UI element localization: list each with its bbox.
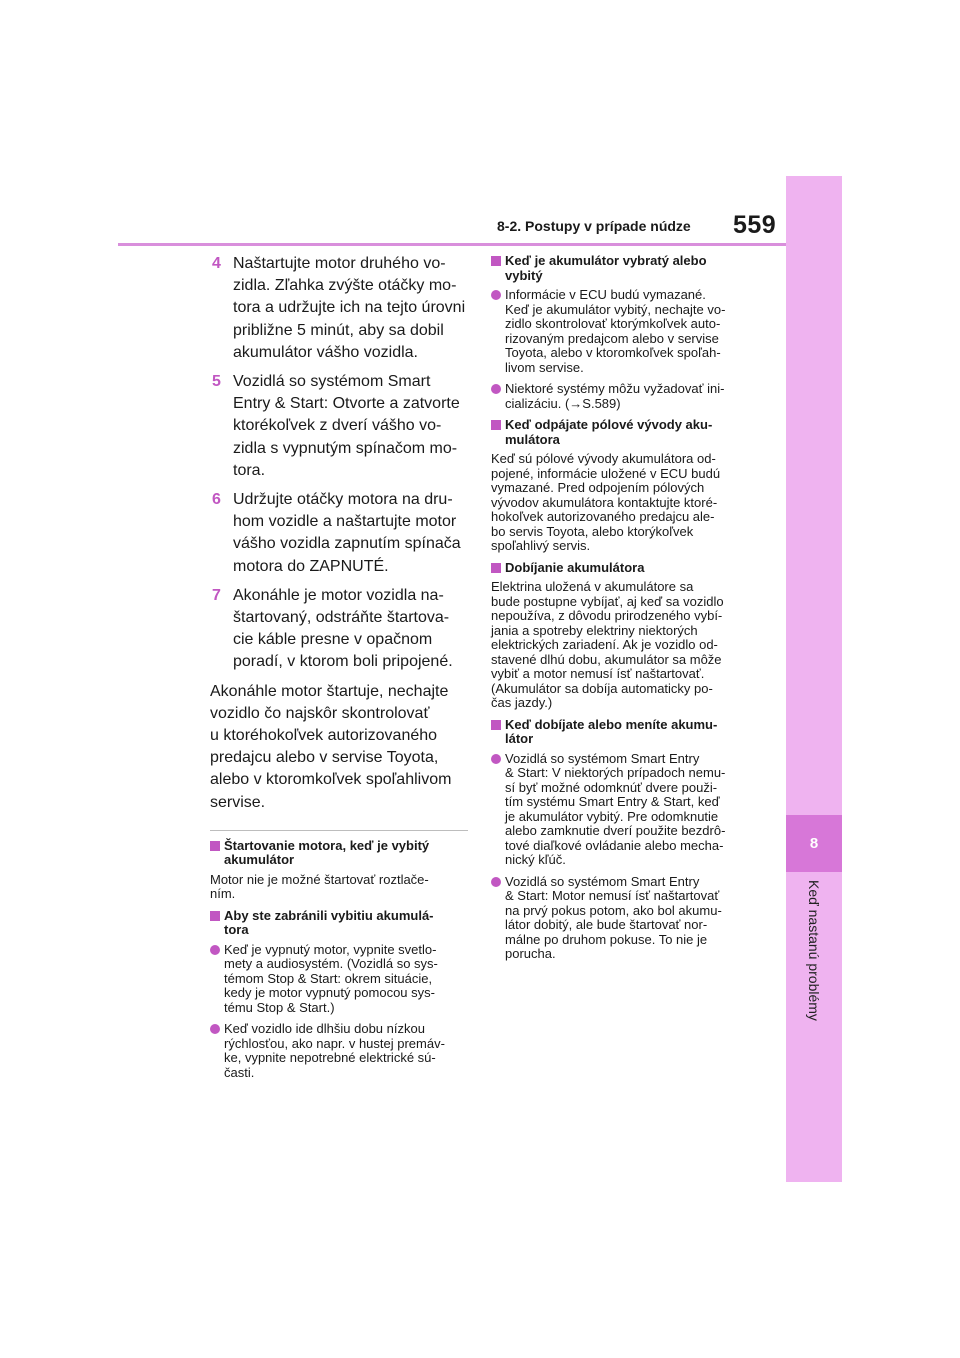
note-body: [505, 382, 757, 411]
circle-bullet-icon: [210, 1024, 220, 1034]
text-line: porucha.: [505, 946, 556, 961]
text-line: rizovaným predajcom alebo v servise: [505, 330, 719, 346]
note-heading: [491, 418, 757, 447]
summary-paragraph: [210, 681, 468, 814]
page-number: 559: [733, 211, 777, 239]
text-line: Informácie v ECU budú vymazané.: [505, 287, 706, 302]
text-line: bo servis Toyota, alebo ktorýkoľvek: [491, 523, 694, 539]
step-text: [233, 371, 468, 482]
text-line: Toyota, alebo v ktoromkoľvek spoľah-: [505, 345, 721, 360]
chapter-number-badge: 8: [786, 815, 842, 872]
note-body: [224, 909, 468, 938]
left-notes: [210, 839, 468, 1081]
text-line: Udržujte otáčky motora na dru-: [233, 491, 453, 509]
text-line: pojené, informácie uložené v ECU budú: [491, 465, 721, 481]
square-bullet-icon: [491, 256, 501, 266]
text-line: Niektoré systémy môžu vyžadovať ini-: [505, 381, 725, 396]
text-line: poradí, v ktorom boli pripojené.: [233, 653, 453, 671]
note-heading: [491, 718, 757, 747]
note-bullet: [491, 752, 757, 868]
left-column: [210, 253, 468, 1087]
note-body: [505, 752, 757, 868]
circle-bullet-icon: [491, 290, 501, 300]
step-text: [233, 253, 468, 364]
text-line: vybiť a motor nemusí ísť naštartovať.: [491, 666, 705, 681]
step-item: [210, 253, 468, 364]
text-line: spoľahlivý servis.: [491, 538, 591, 553]
text-line: Vozidlá so systémom Smart: [233, 373, 431, 391]
note-bullet: [210, 943, 468, 1016]
text-line: Motor nie je možné štartovať roztlače-: [210, 871, 429, 887]
note-text: [491, 452, 757, 554]
text-line: Akonáhle motor štartuje, nechajte: [210, 682, 449, 700]
text-line: Akonáhle je motor vozidla na-: [233, 586, 444, 604]
note-body: [491, 580, 757, 711]
step-list: [210, 253, 468, 674]
square-bullet-icon: [491, 563, 501, 573]
text-line: mety a audiosystém. (Vozidlá so sys-: [224, 956, 438, 972]
text-line: tora a udržujte ich na tejto úrovni: [233, 299, 466, 317]
text-line: & Start: V niektorých prípadoch nemu-: [505, 765, 726, 780]
step-number: 5: [212, 373, 221, 391]
note-body: [505, 418, 757, 447]
right-column: [491, 254, 757, 969]
circle-bullet-icon: [210, 945, 220, 955]
text-line: Vozidlá so systémom Smart Entry: [505, 750, 700, 766]
step-number: 4: [212, 255, 221, 272]
section-title: 8-2. Postupy v prípade núdze: [497, 218, 691, 234]
text-line: Keď dobíjate alebo meníte akumu-: [505, 716, 718, 732]
text-line: nepoužíva, z dôvodu prirodzeného vybí-: [491, 608, 723, 623]
text-line: látor: [505, 731, 534, 746]
text-line: rýchlosťou, ako napr. v hustej premáv-: [224, 1035, 445, 1051]
text-line: & Start: Motor nemusí ísť naštartovať: [505, 888, 720, 903]
text-line: vášho vozidla zapnutím spínača: [233, 535, 461, 553]
note-text: [491, 580, 757, 711]
text-line: Keď je vypnutý motor, vypnite svetlo-: [224, 941, 437, 957]
text-line: bude postupne vybíjať, aj keď sa vozidlo: [491, 593, 724, 609]
note-heading: [210, 909, 468, 938]
square-bullet-icon: [210, 841, 220, 851]
note-heading: [491, 561, 757, 576]
note-bullet: [210, 1022, 468, 1080]
text-line: Keď sú pólové vývody akumulátora od-: [491, 451, 716, 466]
header-rule: [118, 243, 786, 246]
text-line: predajcu alebo v servise Toyota,: [210, 749, 439, 767]
notes-divider: [210, 830, 468, 831]
text-line: alebo v ktoromkoľvek spoľahlivom: [210, 771, 452, 789]
text-line: tora: [224, 922, 249, 938]
text-line: jania a spotreby elektriny niektorých: [491, 622, 698, 638]
text-line: hokoľvek autorizovaného predajcu ale-: [491, 509, 715, 524]
text-line: štartovaný, odstráňte štartova-: [233, 609, 450, 627]
text-line: mulátora: [505, 431, 560, 447]
text-line: akumulátor: [224, 852, 295, 868]
step-text: [233, 489, 468, 578]
square-bullet-icon: [210, 911, 220, 921]
text-line: málne po druhom pokuse. To nie je: [505, 931, 708, 947]
note-heading: [210, 839, 468, 868]
note-bullet: [491, 875, 757, 962]
text-line: témom Stop & Start: okrem situácie,: [224, 970, 433, 986]
text-line: tové diaľkové ovládanie alebo mecha-: [505, 837, 724, 853]
text-line: tora.: [233, 461, 266, 479]
square-bullet-icon: [491, 420, 501, 430]
note-body: [505, 288, 757, 375]
text-line: Štartovanie motora, keď je vybitý: [224, 837, 430, 853]
note-body: [224, 1022, 468, 1080]
text-line: zidlo skontrolovať ktorýmkoľvek auto-: [505, 316, 721, 331]
note-body: [505, 254, 757, 283]
text-line: cializáciu. (→S.589): [505, 395, 621, 411]
text-line: akumulátor vášho vozidla.: [233, 343, 418, 361]
text-line: ke, vypnite nepotrebné elektrické sú-: [224, 1050, 436, 1066]
text-line: vybitý: [505, 267, 543, 283]
text-line: časti.: [224, 1064, 255, 1080]
circle-bullet-icon: [491, 384, 501, 394]
text-line: Entry & Start: Otvorte a zatvorte: [233, 395, 460, 413]
circle-bullet-icon: [491, 754, 501, 764]
text-line: Keď vozidlo ide dlhšiu dobu nízkou: [224, 1021, 425, 1037]
text-line: Keď odpájate pólové vývody aku-: [505, 417, 713, 432]
note-bullet: [491, 382, 757, 411]
text-line: vývodov akumulátora kontaktujte ktoré-: [491, 494, 718, 510]
text-line: u ktoréhokoľvek autorizovaného: [210, 727, 438, 745]
step-number: 7: [212, 586, 221, 604]
note-body: [505, 561, 757, 576]
text-line: Dobíjanie akumulátora: [505, 559, 645, 575]
text-line: zidla. Zľahka zvýšte otáčky mo-: [233, 277, 457, 295]
text-line: elektrických zariadení. Ak je vozidlo od-: [491, 637, 718, 652]
text-line: alebo zamknutie dverí použite bezdrô-: [505, 823, 726, 838]
note-body: [210, 873, 468, 902]
chapter-title-text: Keď nastanú problémy: [806, 880, 822, 1021]
step-item: [210, 585, 468, 674]
note-body: [491, 452, 757, 554]
text-line: Elektrina uložená v akumulátore sa: [491, 579, 694, 594]
text-line: látor dobitý, ale bude štartovať nor-: [505, 917, 708, 932]
text-line: ktorékoľvek z dverí vášho vo-: [233, 417, 442, 435]
text-line: čas jazdy.): [491, 695, 553, 710]
note-body: [505, 718, 757, 747]
note-heading: [491, 254, 757, 283]
text-line: motora do ZAPNUTÉ.: [233, 557, 389, 575]
note-body: [224, 943, 468, 1016]
step-item: [210, 489, 468, 578]
text-line: cie káble presne v opačnom: [233, 631, 433, 649]
text-line: nický kľúč.: [505, 852, 566, 867]
text-line: hom vozidle a naštartujte motor: [233, 513, 457, 531]
text-line: Naštartujte motor druhého vo-: [233, 255, 446, 272]
text-line: ním.: [210, 886, 236, 902]
text-line: Vozidlá so systémom Smart Entry: [505, 873, 700, 889]
circle-bullet-icon: [491, 877, 501, 887]
chapter-title-vertical: [786, 880, 842, 1070]
text-line: Aby ste zabránili vybitiu akumulá-: [224, 907, 434, 923]
text-line: livom servise.: [505, 359, 584, 375]
text-line: kedy je motor vypnutý pomocou sys-: [224, 985, 435, 1001]
text-line: približne 5 minút, aby sa dobil: [233, 321, 444, 339]
text-line: stavené dlhú dobu, akumulátor sa môže: [491, 651, 722, 667]
text-line: vozidlo čo najskôr skontrolovať: [210, 704, 430, 722]
note-bullet: [491, 288, 757, 375]
text-line: Keď je akumulátor vybitý, nechajte vo-: [505, 301, 726, 317]
note-text: [210, 873, 468, 902]
text-line: tím systému Smart Entry & Start, keď: [505, 794, 720, 809]
text-line: na prvý pokus potom, ako bol akumu-: [505, 902, 722, 918]
text-line: tému Stop & Start.): [224, 999, 335, 1015]
step-text: [233, 585, 468, 674]
text-line: Keď je akumulátor vybratý alebo: [505, 253, 707, 268]
right-notes: [491, 254, 757, 962]
step-number: 6: [212, 491, 221, 509]
text-line: sí byť možné odomknúť dvere použi-: [505, 779, 718, 795]
note-body: [224, 839, 468, 868]
text-line: (Akumulátor sa dobíja automaticky po-: [491, 680, 713, 696]
square-bullet-icon: [491, 720, 501, 730]
note-body: [505, 875, 757, 962]
text-line: zidla s vypnutým spínačom mo-: [233, 439, 458, 457]
text-line: vymazané. Pred odpojením pólových: [491, 480, 705, 495]
step-item: [210, 371, 468, 482]
text-line: servise.: [210, 793, 266, 811]
text-line: je akumulátor vybitý. Pre odomknutie: [505, 808, 719, 824]
